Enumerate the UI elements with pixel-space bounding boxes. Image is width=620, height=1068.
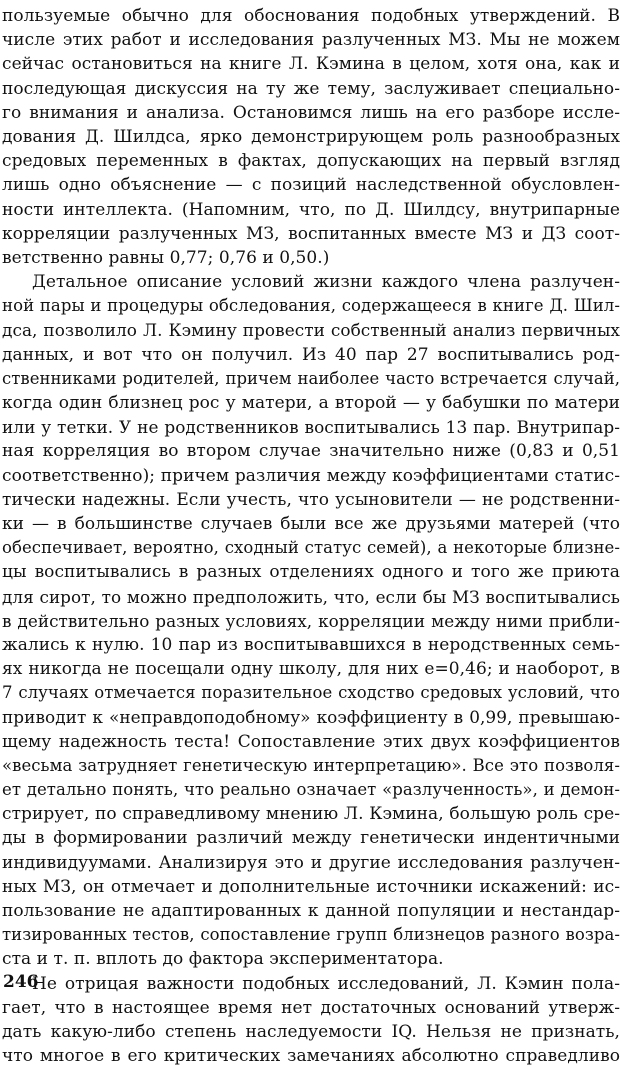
text-line: ных МЗ, он отмечает и дополнительные источники искажений: ис- bbox=[2, 875, 620, 899]
text-line: лишь одно объяснение — с позиций наследственной обусловлен- bbox=[2, 173, 620, 197]
text-line: щему надежность теста! Сопоставление этих двух коэффициентов bbox=[2, 730, 620, 754]
text-line: ности интеллекта. (Напомним, что, по Д. Шилдсу, внутрипарные bbox=[2, 198, 620, 222]
text-line: индивидуумами. Анализируя это и другие исследования разлучен- bbox=[2, 851, 620, 875]
text-line: «весьма затрудняет генетическую интерпретацию». Все это позволя- bbox=[2, 754, 620, 778]
text-line: дать какую-либо степень наследуемости IQ. Нельзя не признать, bbox=[2, 1020, 620, 1044]
text-line: ветственно равны 0,77; 0,76 и 0,50.) bbox=[2, 246, 620, 270]
text-line: тически надежны. Если учесть, что усыновители — не родственни- bbox=[2, 488, 620, 512]
text-line: цы воспитывались в разных отделениях одного и того же приюта bbox=[2, 560, 620, 584]
text-line: тизированных тестов, сопоставление групп близнецов разного возра- bbox=[2, 923, 620, 947]
text-line: что многое в его критических замечаниях абсолютно справедливо bbox=[2, 1044, 620, 1068]
text-line: приводит к «неправдоподобному» коэффициенту в 0,99, превышаю- bbox=[2, 705, 620, 729]
text-line: последующая дискуссия на ту же тему, заслуживает специально- bbox=[2, 77, 620, 101]
text-line: 7 случаях отмечается поразительное сходство средовых условий, что bbox=[2, 681, 620, 705]
text-line: для сирот, то можно предположить, что, если бы МЗ воспитывались bbox=[2, 585, 620, 609]
text-line: числе этих работ и исследования разлученных МЗ. Мы не можем bbox=[2, 28, 620, 52]
text-line: ной пары и процедуры обследования, содержащееся в книге Д. Шил- bbox=[2, 294, 620, 318]
paragraph-1 bbox=[2, 4, 620, 270]
paragraph-3 bbox=[2, 972, 620, 1068]
text-line: обеспечивает, вероятно, сходный статус семей), а некоторые близне- bbox=[2, 536, 620, 560]
text-line: ственниками родителей, причем наиболее часто встречается случай, bbox=[2, 367, 620, 391]
text-line: в действительно разных условиях, корреляции между ними прибли- bbox=[2, 609, 620, 633]
text-line: средовых переменных в фактах, допускающих на первый взгляд bbox=[2, 149, 620, 173]
text-line: или у тетки. У не родственников воспитывались 13 пар. Внутрипар- bbox=[2, 415, 620, 439]
text-line: ет детально понять, что реально означает «разлученность», и демон- bbox=[2, 778, 620, 802]
body-text bbox=[2, 4, 620, 1068]
text-line: го внимания и анализа. Остановимся лишь на его разборе иссле- bbox=[2, 101, 620, 125]
text-line: ста и т. п. вплоть до фактора экспериментатора. bbox=[2, 947, 620, 971]
text-line: ки — в большинстве случаев были все же друзьями матерей (что bbox=[2, 512, 620, 536]
text-line: ная корреляция во втором случае значительно ниже (0,83 и 0,51 bbox=[2, 439, 620, 463]
text-line: пользование не адаптированных к данной популяции и нестандар- bbox=[2, 899, 620, 923]
text-line: гает, что в настоящее время нет достаточных оснований утверж- bbox=[2, 996, 620, 1020]
text-line: пользуемые обычно для обоснования подобных утверждений. В bbox=[2, 4, 620, 28]
text-line: стрирует, по справедливому мнению Л. Кэмина, большую роль сре- bbox=[2, 802, 620, 826]
text-line: Не отрицая важности подобных исследований, Л. Кэмин пола- bbox=[2, 972, 620, 996]
text-line: дования Д. Шилдса, ярко демонстрирующем роль разнообразных bbox=[2, 125, 620, 149]
text-line: дса, позволило Л. Кэмину провести собственный анализ первичных bbox=[2, 318, 620, 342]
text-line: ды в формировании различий между генетически индентичными bbox=[2, 826, 620, 850]
text-line: сейчас остановиться на книге Л. Кэмина в целом, хотя она, как и bbox=[2, 52, 620, 76]
text-line: Детальное описание условий жизни каждого члена разлучен- bbox=[2, 270, 620, 294]
text-line: ях никогда не посещали одну школу, для них е=0,46; и наоборот, в bbox=[2, 657, 620, 681]
text-line: данных, и вот что он получил. Из 40 пар 27 воспитывались род- bbox=[2, 343, 620, 367]
text-line: соответственно); причем различия между коэффициентами статис- bbox=[2, 464, 620, 488]
text-line: корреляции разлученных МЗ, воспитанных вместе МЗ и ДЗ соот- bbox=[2, 222, 620, 246]
text-line: жались к нулю. 10 пар из воспитывавшихся в неродственных семь- bbox=[2, 633, 620, 657]
paragraph-2 bbox=[2, 270, 620, 971]
page-number: 246 bbox=[3, 972, 39, 992]
text-line: когда один близнец рос у матери, а второй — у бабушки по матери bbox=[2, 391, 620, 415]
